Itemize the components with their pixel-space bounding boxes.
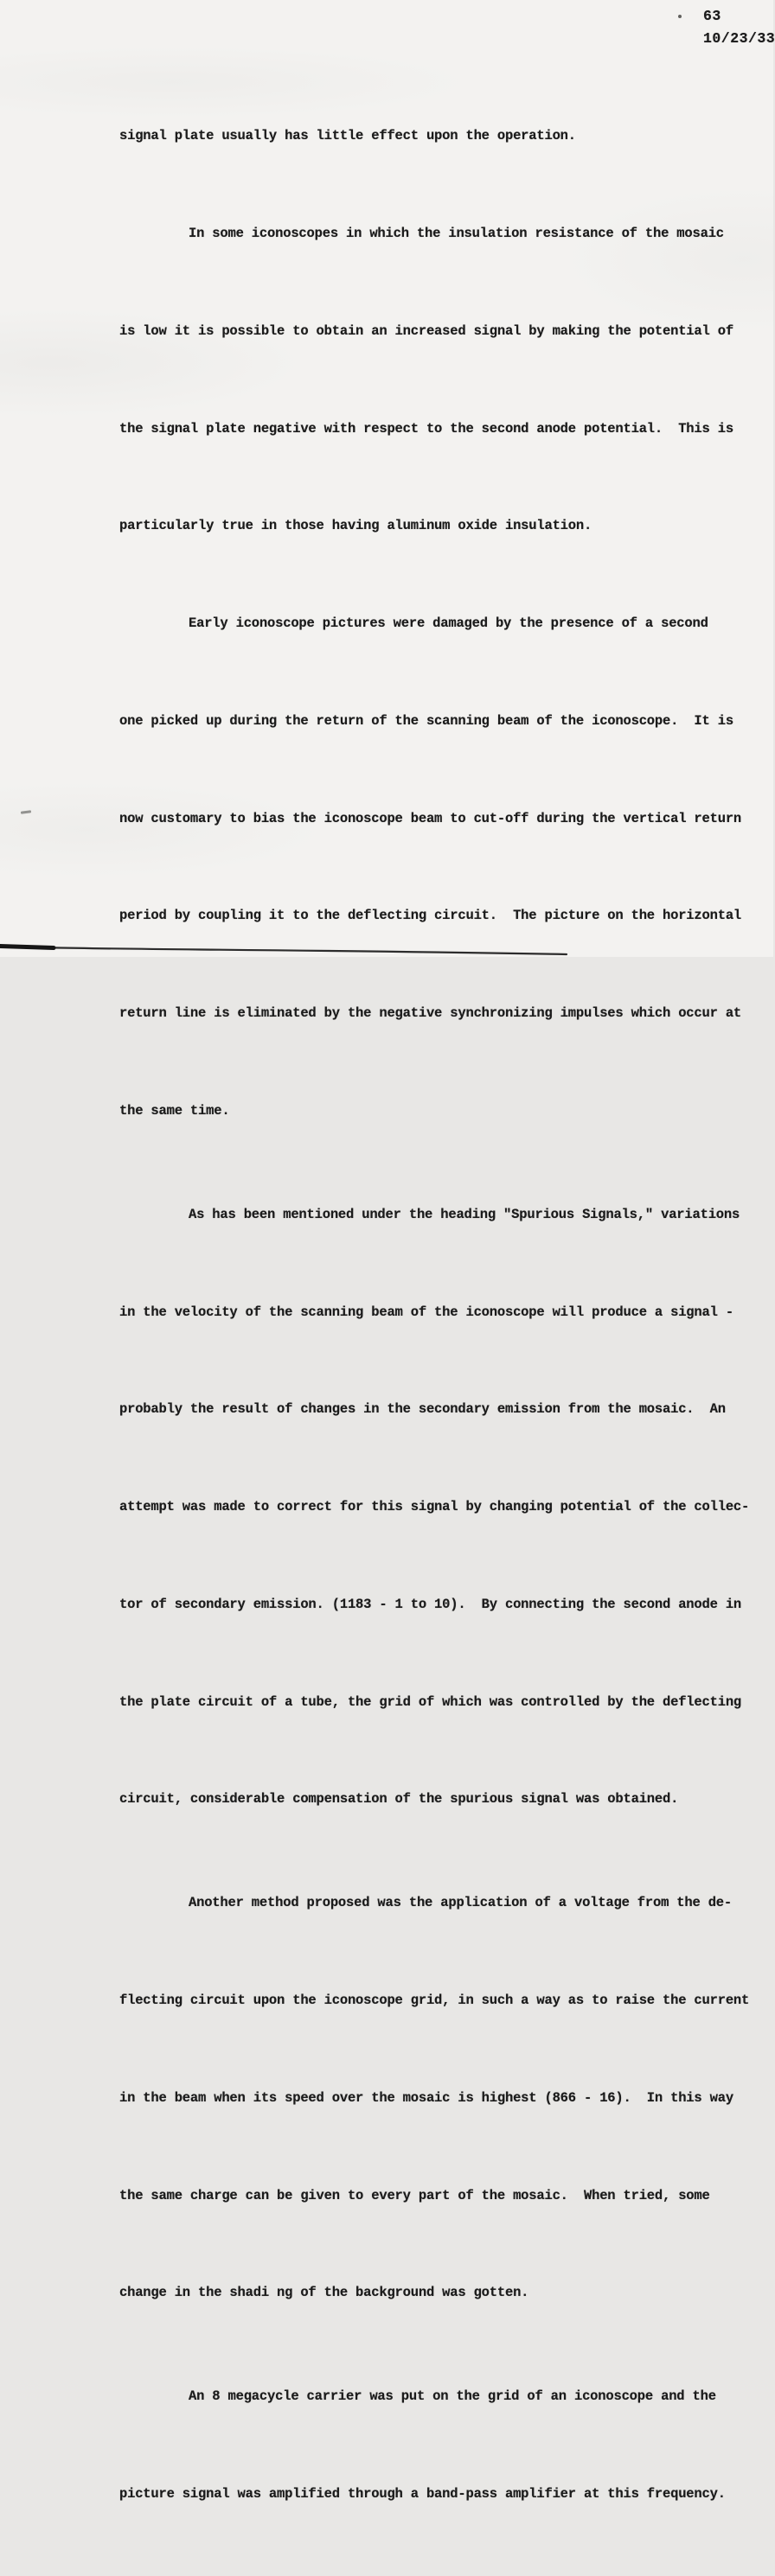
text-line: Early iconoscope pictures were damaged by the presence of a second xyxy=(189,615,708,632)
text-line: As has been mentioned under the heading "Spurious Signals," variations xyxy=(189,1206,740,1222)
text-line: signal plate usually has little effect upon the operation. xyxy=(119,128,576,144)
page-number: 63 xyxy=(703,8,721,24)
text-line: in the beam when its speed over the mosaic is highest (866 - 16). In this way xyxy=(119,2089,733,2106)
text-line: the signal plate negative with respect to the second anode potential. This is xyxy=(119,420,733,437)
text-line: now customary to bias the iconoscope beam to cut-off during the vertical return xyxy=(119,810,742,826)
date-stamp: 10/23/33 xyxy=(703,30,775,47)
text-line: An 8 megacycle carrier was put on the grid of an iconoscope and the xyxy=(189,2388,716,2405)
text-line: In some iconoscopes in which the insulation resistance of the mosaic xyxy=(189,225,724,241)
text-line: the same charge can be given to every part of the mosaic. When tried, some xyxy=(119,2187,710,2203)
ink-speck xyxy=(21,810,31,813)
text-line: Another method proposed was the application of a voltage from the de- xyxy=(189,1895,733,1911)
text-line: particularly true in those having aluminum oxide insulation. xyxy=(119,518,592,534)
text-line: probably the result of changes in the secondary emission from the mosaic. An xyxy=(119,1401,726,1418)
bottom-scan-line xyxy=(0,939,605,957)
text-line: period by coupling it to the deflecting circuit. The picture on the horizontal xyxy=(119,908,742,924)
text-line: the plate circuit of a tube, the grid of which was controlled by the deflecting xyxy=(119,1693,742,1710)
document-body xyxy=(119,55,749,2576)
text-line: one picked up during the return of the scanning beam of the iconoscope. It is xyxy=(119,712,733,729)
text-line: tor of secondary emission. (1183 - 1 to 10). By connecting the second anode in xyxy=(119,1596,742,1612)
page-header xyxy=(703,5,775,50)
text-line: in the velocity of the scanning beam of the iconoscope will produce a signal - xyxy=(119,1304,733,1320)
text-line: picture signal was amplified through a band-pass amplifier at this frequency. xyxy=(119,2485,726,2502)
text-line: flecting circuit upon the iconoscope grid, in such a way as to raise the current xyxy=(119,1993,750,2009)
ink-dot xyxy=(678,15,682,18)
text-line: change in the shadi ng of the background was gotten. xyxy=(119,2285,529,2301)
text-line: attempt was made to correct for this signal by changing potential of the collec- xyxy=(119,1499,750,1515)
text-line: is low it is possible to obtain an increased signal by making the potential of xyxy=(119,322,733,339)
text-line: the same time. xyxy=(119,1103,230,1119)
text-line: return line is eliminated by the negative synchronizing impulses which occur at xyxy=(119,1005,742,1022)
text-line: circuit, considerable compensation of the spurious signal was obtained. xyxy=(119,1791,679,1808)
